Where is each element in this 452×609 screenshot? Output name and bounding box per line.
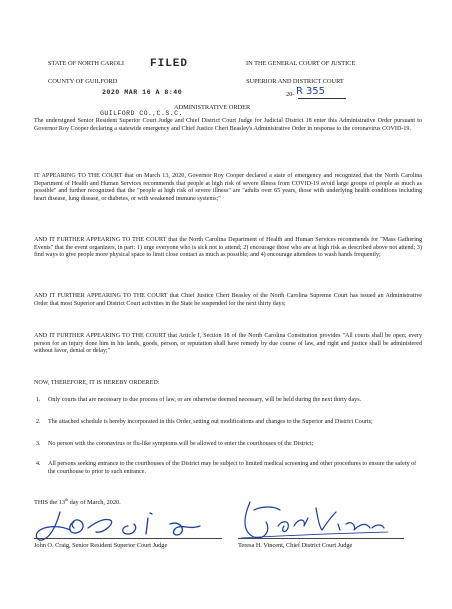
paragraph-1: IT APPEARING TO THE COURT that on March 13, 2020, Governor Roy Cooper declared a state of emergency and recognized that the North Carolina Department of Health and Human Services recommends that people at high risk of severe illness from COVID-19 avoid large groups of people as much as possible" and further recognized that the "people at high risk of severe illness" are "adults over 65 years, those with underlying health conditions including heart disease, lung disease, or diabetes, or with weakened immune systems;" bbox=[34, 173, 422, 202]
order-item-1 bbox=[36, 397, 422, 405]
case-handwritten: R 355 bbox=[295, 86, 325, 97]
filed-stamp: FILED bbox=[150, 58, 189, 70]
state-line bbox=[48, 60, 124, 68]
state-label: STATE OF NORTH CAROLI bbox=[48, 60, 124, 67]
paragraph-2: AND IT FURTHER APPEARING TO THE COURT that the North Carolina Department of Health and Human Services recommends for "Mass Gathering Events" that the event organizers, in part: 1) urge everyone who is sick not to attend; 2) encourage those who are at high risk as described above not attend; 3) find ways to give people more physical space to limit close contact as much as possible; and 4) encourage attendees to wash hands frequently; bbox=[34, 237, 422, 259]
paragraph-3: AND IT FURTHER APPEARING TO THE COURT that Chief Justice Cheri Beasley of the North Carolina Supreme Court has issued an Administrative Order that most Superior and District Court activities in the State be suspended for the next thirty days; bbox=[34, 293, 422, 307]
stamp-date: 2020 MAR 16 A 8:40 bbox=[102, 89, 183, 96]
order-item-number: 3. bbox=[36, 441, 41, 447]
left-signer-name: John O. Craig, Senior Resident Superior Court Judge bbox=[34, 542, 168, 549]
case-underline bbox=[298, 98, 346, 99]
stamp-clerk: GUILFORD CO.,C.S.C. bbox=[100, 110, 183, 117]
intro-paragraph: The undersigned Senior Resident Superior Court Judge and Chief District Court Judge for Judicial District 18 enter this Administrative Order pursuant to Governor Roy Cooper declaring a statewide emergency and Chief Justice Cheri Beasley's Administrative Order in response to the coronavirus COVID-19. bbox=[34, 118, 422, 132]
order-item-number: 4. bbox=[36, 461, 41, 467]
right-signature bbox=[236, 496, 396, 548]
case-number bbox=[286, 86, 325, 99]
county-label: COUNTY OF GUILFORD bbox=[48, 78, 118, 85]
left-signature-line bbox=[34, 538, 222, 539]
court-division: SUPERIOR AND DISTRICT COURT bbox=[246, 78, 344, 85]
order-item-2 bbox=[36, 419, 422, 427]
court-title: IN THE GENERAL COURT OF JUSTICE bbox=[246, 60, 356, 67]
date-suffix: day of March, 2020. bbox=[68, 499, 121, 507]
date-prefix: THIS the 13 bbox=[34, 499, 66, 507]
order-item-text: Only courts that are necessary to due process of law, or are otherwise deemed necessary, will be held during the next thirty days. bbox=[48, 397, 362, 403]
paragraph-4: AND IT FURTHER APPEARING TO THE COURT that Article I, Section 18 of the North Carolina Constitution provides "All courts shall be open; every person for an injury done him in his lands, goods, person, or reputation shall have remedy by due course of law, and right and justice shall be administered without favor, denial or delay;" bbox=[34, 333, 422, 355]
date-ordinal: th bbox=[65, 497, 69, 502]
right-signer-name: Teresa H. Vincent, Chief District Court Judge bbox=[238, 542, 353, 549]
case-prefix: 20- bbox=[286, 91, 295, 98]
document-title: ADMINISTRATIVE ORDER bbox=[174, 104, 251, 111]
order-item-4 bbox=[36, 461, 422, 476]
ordered-heading: NOW, THEREFORE, IT IS HEREBY ORDERED: bbox=[34, 380, 160, 386]
order-item-text: All persons seeking entrance to the courthouses of the District may be subject to limited medical screening and other procedures to ensure the safety of the courthouse to prior to such entrance. bbox=[48, 461, 417, 475]
order-item-text: The attached schedule is hereby incorporated in this Order, setting out modifications and changes to the Superior and District Courts; bbox=[48, 419, 373, 425]
right-signature-line bbox=[238, 538, 404, 539]
left-signature bbox=[30, 500, 230, 546]
order-item-number: 1. bbox=[36, 397, 41, 403]
order-item-3 bbox=[36, 441, 422, 449]
order-item-text: No person with the coronavirus or flu-like symptoms will be allowed to enter the courthouses of the District; bbox=[48, 441, 314, 447]
order-item-number: 2. bbox=[36, 419, 41, 425]
